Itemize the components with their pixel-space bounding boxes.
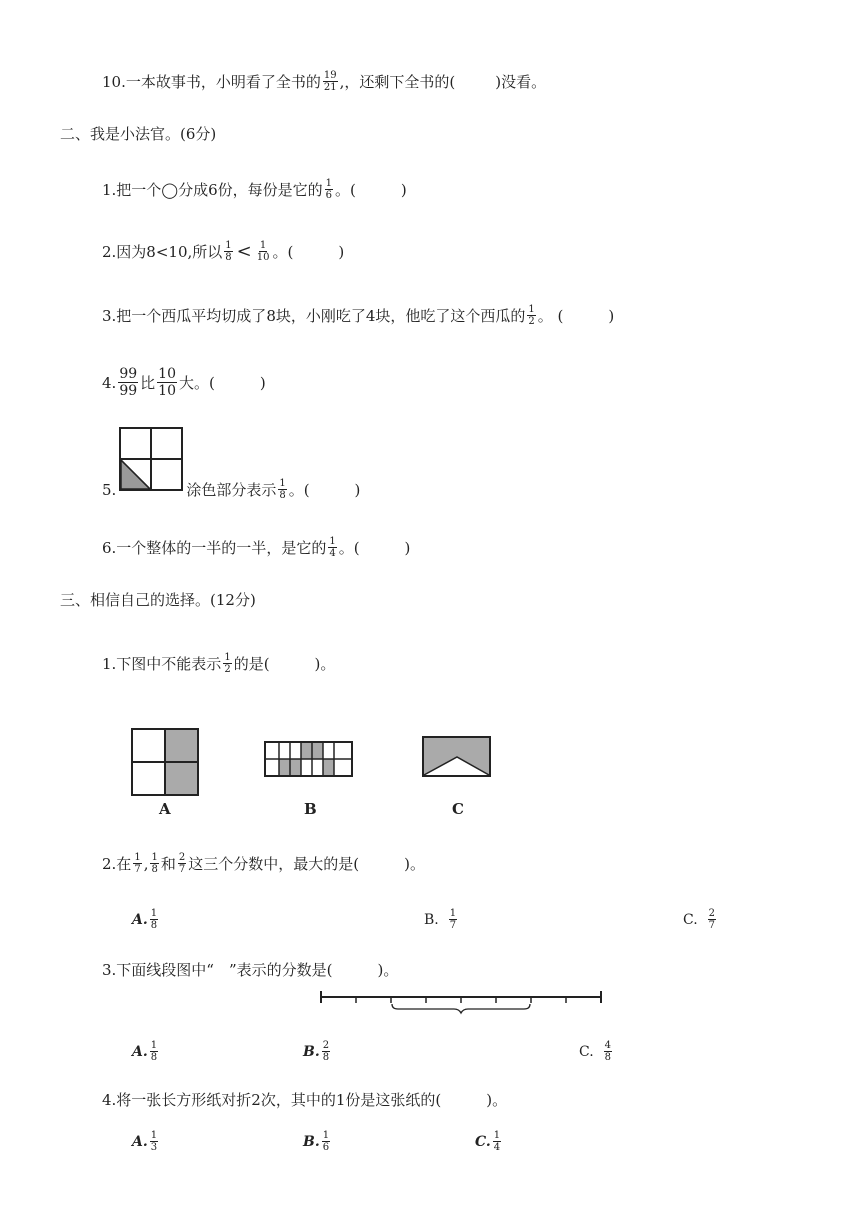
choice-q2: 2.在 $\frac{1}{7}$ , $\frac{1}{8}$ 和 $\frac{2}{7}$ 这三个分数中，最大的是( )。 xyxy=(102,852,425,875)
figure-a-label: A xyxy=(159,800,171,818)
q4-option-c[interactable]: C. $\frac{1}{4}$ xyxy=(475,1130,501,1153)
q4-option-a[interactable]: A. $\frac{1}{3}$ xyxy=(132,1130,158,1153)
q2-option-c[interactable]: C. $\frac{2}{7}$ xyxy=(683,908,716,931)
fraction: $\frac{1}{4}$ xyxy=(329,536,336,559)
figure-b-label: B xyxy=(304,800,317,818)
fraction: $\frac{1}{7}$ xyxy=(134,852,141,875)
fraction: $\frac{99}{99}$ xyxy=(119,366,138,399)
question-10 xyxy=(102,70,546,93)
choice-q1: 1.下图中不能表示 $\frac{1}{2}$ 的是( )。 xyxy=(102,652,336,675)
judge-item-1: 1.把一个◯分成6份，每份是它的 $\frac{1}{6}$ 。( ) xyxy=(102,178,407,201)
fraction: $\frac{1}{2}$ xyxy=(528,304,535,327)
q2-option-a[interactable]: A. $\frac{1}{8}$ xyxy=(132,908,158,931)
fraction: $\frac{10}{10}$ xyxy=(158,366,176,399)
section-2-title: 二、我是小法官。(6分) xyxy=(60,125,217,143)
section-3-title: 三、相信自己的选择。(12分) xyxy=(60,591,256,609)
q3-option-a[interactable]: A. $\frac{1}{8}$ xyxy=(132,1040,158,1063)
judge-item-2: 2.因为8<10,所以 $\frac{1}{8}$ < $\frac{1}{10}$ 。( ) xyxy=(102,240,345,263)
judge-item-3: 3.把一个西瓜平均切成了8块，小刚吃了4块，他吃了这个西瓜的 $\frac{1}{2}$ 。 ( ) xyxy=(102,304,615,327)
fraction: $\frac{1}{8}$ xyxy=(279,478,286,501)
figure-c-rectangle xyxy=(422,736,492,778)
figure-a-square xyxy=(131,728,199,796)
fraction: $\frac{1}{6}$ xyxy=(325,178,333,201)
judge-item-4: 4. $\frac{99}{99}$ 比 $\frac{10}{10}$ 大。( ) xyxy=(102,366,266,399)
judge-item-5: 5. 涂色部分表示 $\frac{1}{8}$ 。( ) xyxy=(102,478,361,501)
fraction: $\frac{1}{10}$ xyxy=(256,240,270,263)
choice-q3: 3.下面线段图中“ ”表示的分数是( )。 xyxy=(102,961,399,979)
q3-option-c[interactable]: C. $\frac{4}{8}$ xyxy=(579,1040,612,1063)
fraction: $\frac{1}{8}$ xyxy=(225,240,232,263)
figure-b-grid xyxy=(264,741,354,777)
q3-option-b[interactable]: B. $\frac{2}{8}$ xyxy=(303,1040,330,1063)
fraction: $\frac{1}{2}$ xyxy=(224,652,231,675)
fraction: $\frac{2}{7}$ xyxy=(178,852,186,875)
q10-text-3: )没看。 xyxy=(495,72,547,91)
q4-option-b[interactable]: B. $\frac{1}{6}$ xyxy=(303,1130,330,1153)
fraction: $\frac{1}{8}$ xyxy=(151,852,158,875)
q10-fraction: $\frac{19}{21}$ xyxy=(323,70,337,93)
figure-c-label: C xyxy=(452,800,464,818)
q10-text-1: 10.一本故事书，小明看了全书的 xyxy=(102,72,321,91)
line-segment-diagram xyxy=(316,990,606,1016)
choice-q4: 4.将一张长方形纸对折2次，其中的1份是这张纸的( )。 xyxy=(102,1091,508,1109)
q10-text-2: ,，还剩下全书的( xyxy=(339,72,456,91)
judge-item-6: 6.一个整体的一半的一半，是它的 $\frac{1}{4}$ 。( ) xyxy=(102,536,411,559)
q2-option-b[interactable]: B. $\frac{1}{7}$ xyxy=(424,908,457,931)
